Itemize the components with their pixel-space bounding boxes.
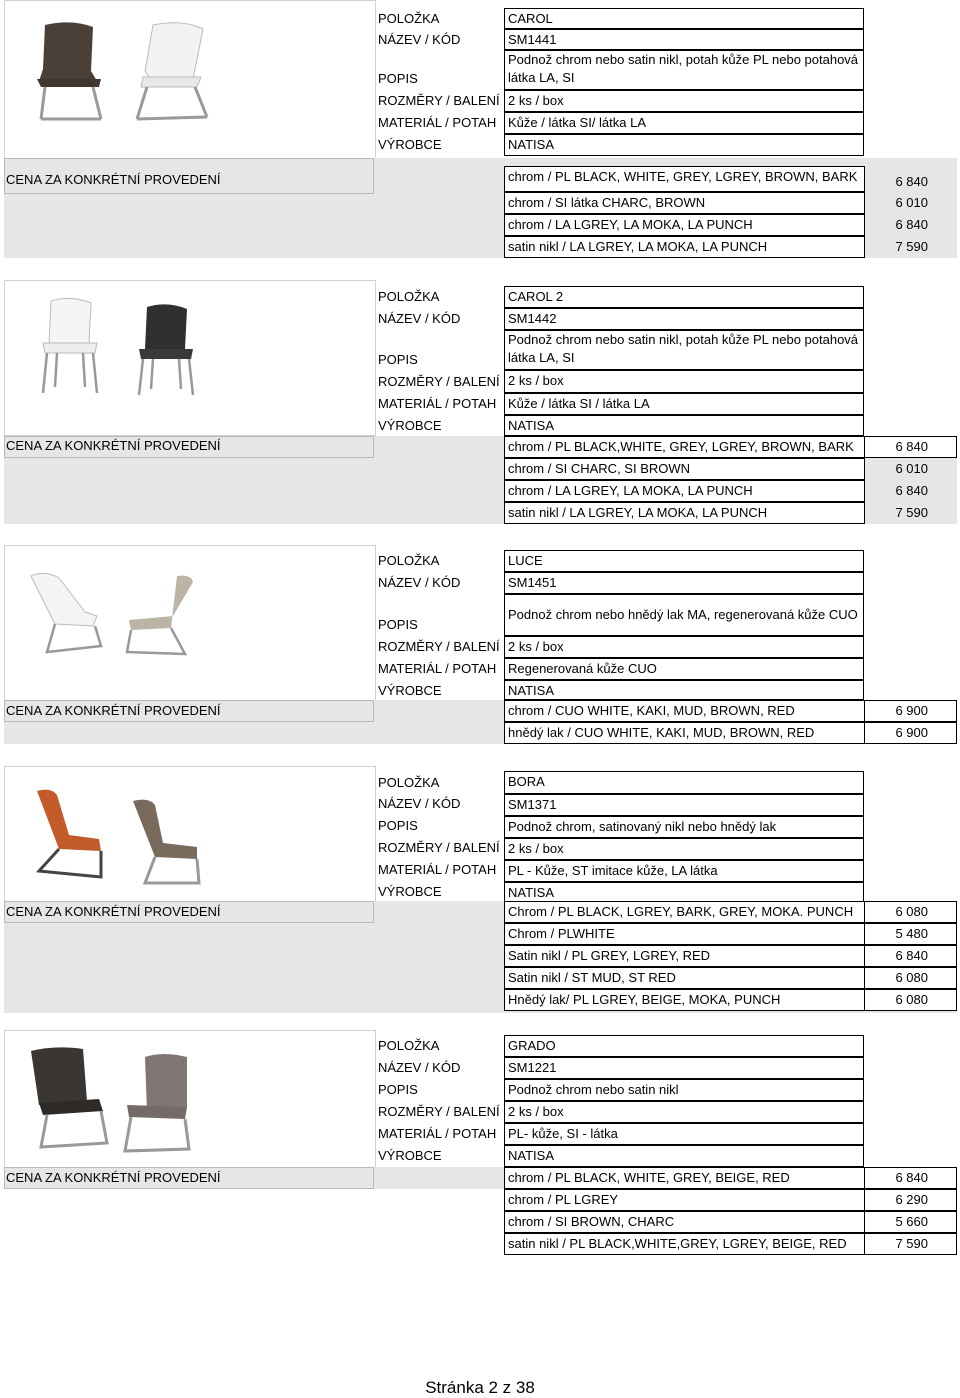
- value-popis: Podnož chrom, satinovaný nikl nebo hnědý lak: [504, 816, 864, 838]
- label-polozka: POLOŽKA: [378, 553, 440, 568]
- price-desc: Satin nikl / ST MUD, ST RED: [504, 967, 865, 989]
- price-desc: chrom / SI CHARC, SI BROWN: [504, 458, 865, 480]
- price-row: [504, 166, 957, 192]
- price-desc: chrom / PL BLACK, WHITE, GREY, LGREY, BROWN, BARK: [504, 166, 865, 192]
- price-row: [504, 1233, 957, 1255]
- label-nazev: NÁZEV / KÓD: [378, 32, 461, 47]
- chair-image-dark: [131, 303, 201, 403]
- label-vyrobce: VÝROBCE: [378, 137, 442, 152]
- label-popis: POPIS: [378, 818, 418, 833]
- chair-image-orange: [29, 785, 113, 885]
- value-vyrobce: NATISA: [504, 415, 864, 436]
- price-value: 6 010: [895, 195, 928, 210]
- price-desc: chrom / CUO WHITE, KAKI, MUD, BROWN, RED: [504, 700, 865, 722]
- price-row: [504, 192, 957, 214]
- price-row: [504, 480, 957, 502]
- value-nazev: SM1442: [504, 308, 864, 330]
- price-value: 6 080: [864, 967, 957, 989]
- chair-image-white: [123, 21, 213, 126]
- price-value: 6 900: [864, 722, 957, 744]
- label-rozmery: ROZMĚRY / BALENÍ: [378, 93, 500, 108]
- chair-image-grey: [117, 1051, 207, 1161]
- value-material: PL - Kůže, ST imitace kůže, LA látka: [504, 860, 864, 882]
- price-desc: chrom / PL BLACK,WHITE, GREY, LGREY, BROWN, BARK: [504, 436, 865, 458]
- price-row: [504, 502, 957, 524]
- label-polozka: POLOŽKA: [378, 775, 440, 790]
- price-desc: satin nikl / PL BLACK,WHITE,GREY, LGREY, BEIGE, RED: [504, 1233, 865, 1255]
- value-popis: Podnož chrom nebo satin nikl, potah kůže PL nebo potahová látka LA, SI: [504, 50, 864, 90]
- value-nazev: SM1441: [504, 29, 864, 50]
- product-image: [4, 280, 376, 436]
- label-material: MATERIÁL / POTAH: [378, 396, 497, 411]
- value-material: Kůže / látka SI/ látka LA: [504, 112, 864, 134]
- label-popis: POPIS: [378, 352, 418, 367]
- price-row: [504, 700, 957, 722]
- value-rozmery: 2 ks / box: [504, 838, 864, 860]
- value-polozka: CAROL 2: [504, 286, 864, 308]
- chair-image-dark: [31, 21, 111, 126]
- price-desc: chrom / LA LGREY, LA MOKA, LA PUNCH: [504, 214, 865, 236]
- chair-image-white: [35, 297, 105, 397]
- value-nazev: SM1451: [504, 572, 864, 594]
- chair-image-white: [25, 568, 115, 658]
- label-nazev: NÁZEV / KÓD: [378, 575, 461, 590]
- label-vyrobce: VÝROBCE: [378, 683, 442, 698]
- label-material: MATERIÁL / POTAH: [378, 115, 497, 130]
- price-row: [504, 1189, 957, 1211]
- value-popis: Podnož chrom nebo satin nikl: [504, 1079, 864, 1101]
- price-row: [504, 1167, 957, 1189]
- price-desc: hnědý lak / CUO WHITE, KAKI, MUD, BROWN, RED: [504, 722, 865, 744]
- price-value: 5 480: [864, 923, 957, 945]
- label-polozka: POLOŽKA: [378, 11, 440, 26]
- price-desc: satin nikl / LA LGREY, LA MOKA, LA PUNCH: [504, 502, 865, 524]
- product-image: [4, 766, 376, 903]
- label-material: MATERIÁL / POTAH: [378, 661, 497, 676]
- price-row: [504, 923, 957, 945]
- value-rozmery: 2 ks / box: [504, 90, 864, 112]
- label-polozka: POLOŽKA: [378, 1038, 440, 1053]
- price-row: [504, 945, 957, 967]
- price-value: 6 840: [895, 174, 928, 189]
- label-popis: POPIS: [378, 617, 418, 632]
- label-cena: CENA ZA KONKRÉTNÍ PROVEDENÍ: [6, 172, 221, 187]
- price-value: 6 840: [864, 436, 957, 458]
- price-value: 6 290: [864, 1189, 957, 1211]
- label-cena: CENA ZA KONKRÉTNÍ PROVEDENÍ: [6, 438, 221, 453]
- price-value: 6 900: [864, 700, 957, 722]
- price-value: 5 660: [864, 1211, 957, 1233]
- label-polozka: POLOŽKA: [378, 289, 440, 304]
- price-row: [504, 458, 957, 480]
- price-value: 7 590: [864, 1233, 957, 1255]
- value-rozmery: 2 ks / box: [504, 370, 864, 393]
- price-value: 6 840: [864, 1167, 957, 1189]
- price-desc: satin nikl / LA LGREY, LA MOKA, LA PUNCH: [504, 236, 865, 258]
- label-rozmery: ROZMĚRY / BALENÍ: [378, 840, 500, 855]
- price-value: 7 590: [895, 505, 928, 520]
- price-value: 6 080: [864, 901, 957, 923]
- label-nazev: NÁZEV / KÓD: [378, 311, 461, 326]
- value-nazev: SM1371: [504, 794, 864, 816]
- price-value: 6 840: [864, 945, 957, 967]
- price-desc: chrom / LA LGREY, LA MOKA, LA PUNCH: [504, 480, 865, 502]
- product-image: [4, 545, 376, 702]
- price-desc: chrom / SI BROWN, CHARC: [504, 1211, 865, 1233]
- value-rozmery: 2 ks / box: [504, 636, 864, 658]
- price-value: 6 080: [864, 989, 957, 1011]
- label-cena: CENA ZA KONKRÉTNÍ PROVEDENÍ: [6, 1170, 221, 1185]
- value-vyrobce: NATISA: [504, 1145, 864, 1167]
- price-value: 7 590: [895, 239, 928, 254]
- product-image: [4, 0, 376, 160]
- price-row: [504, 1211, 957, 1233]
- label-rozmery: ROZMĚRY / BALENÍ: [378, 639, 500, 654]
- chair-image-dark: [25, 1045, 115, 1155]
- value-material: Kůže / látka SI / látka LA: [504, 393, 864, 415]
- label-nazev: NÁZEV / KÓD: [378, 1060, 461, 1075]
- value-material: PL- kůže, SI - látka: [504, 1123, 864, 1145]
- value-popis: Podnož chrom nebo hnědý lak MA, regenerovaná kůže CUO: [504, 594, 864, 636]
- price-row: [504, 967, 957, 989]
- value-vyrobce: NATISA: [504, 882, 864, 902]
- price-row: [504, 989, 957, 1011]
- value-nazev: SM1221: [504, 1057, 864, 1079]
- price-desc: chrom / PL BLACK, WHITE, GREY, BEIGE, RED: [504, 1167, 865, 1189]
- chair-image-beige: [121, 572, 201, 662]
- price-value: 6 840: [895, 217, 928, 232]
- chair-image-brown: [119, 795, 209, 895]
- value-vyrobce: NATISA: [504, 134, 864, 156]
- value-popis: Podnož chrom nebo satin nikl, potah kůže PL nebo potahová látka LA, SI: [504, 330, 864, 370]
- label-popis: POPIS: [378, 71, 418, 86]
- price-desc: Chrom / PLWHITE: [504, 923, 865, 945]
- price-value: 6 010: [895, 461, 928, 476]
- value-polozka: BORA: [504, 771, 864, 794]
- label-nazev: NÁZEV / KÓD: [378, 796, 461, 811]
- price-desc: Satin nikl / PL GREY, LGREY, RED: [504, 945, 865, 967]
- product-image: [4, 1030, 376, 1168]
- value-polozka: CAROL: [504, 8, 864, 29]
- page-number: Stránka 2 z 38: [425, 1378, 535, 1397]
- price-desc: Hnědý lak/ PL LGREY, BEIGE, MOKA, PUNCH: [504, 989, 865, 1011]
- price-row: [504, 236, 957, 258]
- label-rozmery: ROZMĚRY / BALENÍ: [378, 1104, 500, 1119]
- price-desc: chrom / PL LGREY: [504, 1189, 865, 1211]
- value-rozmery: 2 ks / box: [504, 1101, 864, 1123]
- price-desc: chrom / SI látka CHARC, BROWN: [504, 192, 865, 214]
- price-row: [504, 214, 957, 236]
- value-vyrobce: NATISA: [504, 680, 864, 700]
- price-row: [504, 436, 957, 458]
- label-material: MATERIÁL / POTAH: [378, 1126, 497, 1141]
- label-popis: POPIS: [378, 1082, 418, 1097]
- label-vyrobce: VÝROBCE: [378, 418, 442, 433]
- label-cena: CENA ZA KONKRÉTNÍ PROVEDENÍ: [6, 703, 221, 718]
- price-desc: Chrom / PL BLACK, LGREY, BARK, GREY, MOKA. PUNCH: [504, 901, 865, 923]
- value-material: Regenerovaná kůže CUO: [504, 658, 864, 680]
- price-row: [504, 722, 957, 744]
- label-material: MATERIÁL / POTAH: [378, 862, 497, 877]
- label-vyrobce: VÝROBCE: [378, 1148, 442, 1163]
- value-polozka: GRADO: [504, 1035, 864, 1057]
- label-vyrobce: VÝROBCE: [378, 884, 442, 899]
- label-cena: CENA ZA KONKRÉTNÍ PROVEDENÍ: [6, 904, 221, 919]
- label-rozmery: ROZMĚRY / BALENÍ: [378, 374, 500, 389]
- price-row: [504, 901, 957, 923]
- value-polozka: LUCE: [504, 550, 864, 572]
- price-value: 6 840: [895, 483, 928, 498]
